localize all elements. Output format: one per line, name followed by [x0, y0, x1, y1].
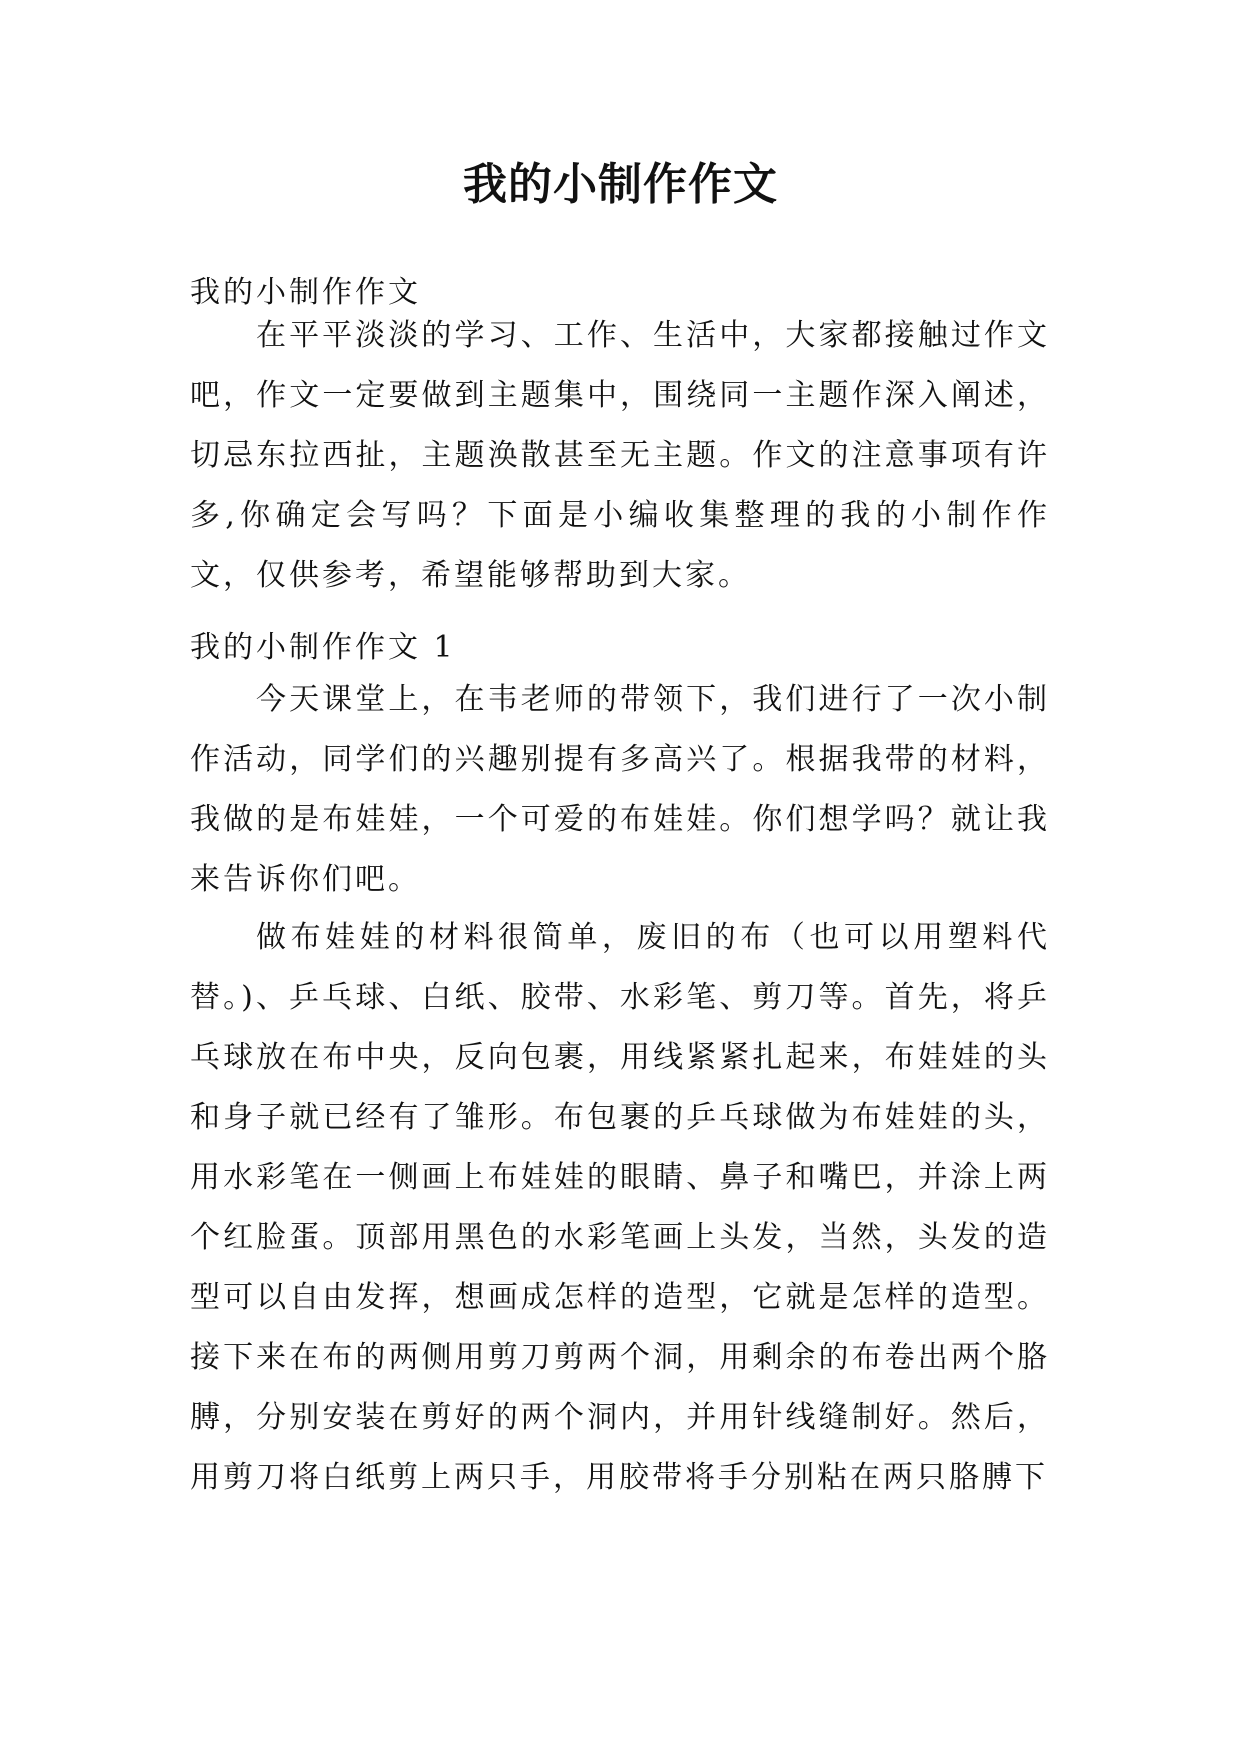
essay1-paragraph-1: 今天课堂上，在韦老师的带领下，我们进行了一次小制作活动，同学们的兴趣别提有多高兴了。根据我带的材料，我做的是布娃娃，一个可爱的布娃娃。你们想学吗？就让我来告诉你们吧。 [190, 682, 1050, 897]
essay1-heading: 我的小制作作文 1 [190, 630, 456, 665]
essay1-paragraph-2: 做布娃娃的材料很简单，废旧的布（也可以用塑料代替。)、乒乓球、白纸、胶带、水彩笔、剪刀等。首先，将乒乓球放在布中央，反向包裹，用线紧紧扎起来，布娃娃的头和身子就已经有了雏形。布包裹的乒乓球做为布娃娃的头，用水彩笔在一侧画上布娃娃的眼睛、鼻子和嘴巴，并涂上两个红脸蛋。顶部用黑色的水彩笔画上头发，当然，头发的造型可以自由发挥，想画成怎样的造型，它就是怎样的造型。接下来在布的两侧用剪刀剪两个洞，用剩余的布卷出两个胳膊，分别安装在剪好的两个洞内，并用针线缝制好。然后，用剪刀将白纸剪上两只手，用胶带将手分别粘在两只胳膊下 [190, 920, 1050, 1495]
intro-paragraph: 在平平淡淡的学习、工作、生活中，大家都接触过作文吧，作文一定要做到主题集中，围绕同一主题作深入阐述，切忌东拉西扯，主题涣散甚至无主题。作文的注意事项有许多,你确定会写吗？下面是小编收集整理的我的小制作作文，仅供参考，希望能够帮助到大家。 [190, 318, 1050, 593]
document-title: 我的小制作作文 [463, 159, 778, 210]
intro-heading: 我的小制作作文 [190, 275, 421, 310]
